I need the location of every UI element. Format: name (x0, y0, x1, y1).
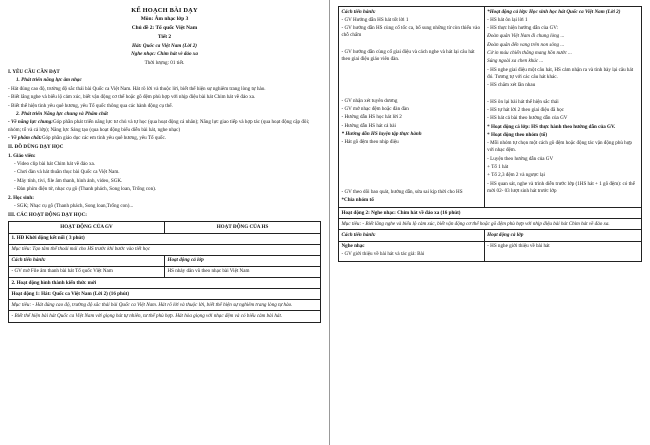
section-1-text-3: - Biết thể hiện tình yêu quê hương, yêu Tổ quốc thông qua các hành động cụ thể. (8, 102, 173, 109)
table-row (9, 244, 321, 255)
pham-chat-body: Góp phần giáo dục các em tình yêu quê hương, yêu Tổ quốc. (41, 134, 167, 141)
r-hs-10: - HS tự hát lời 2 theo giai điệu đã học (487, 107, 564, 114)
table-col-header-hs: HOẠT ĐỘNG CỦA HS (165, 222, 321, 233)
r-hs-0: *Hoạt động cả lớp: Học sinh học hát Quốc ca Việt Nam (Lời 2) (487, 8, 621, 15)
r-muc-tieu-2: Mục tiêu: - Biết lắng nghe và biểu lộ cảm xúc, biết vận động cơ thể hoặc gõ đệm phù hợp với nhịp điệu bài hát Chim hát về đảo xa. (339, 219, 642, 230)
right-hs-cell (484, 7, 641, 208)
table-row (9, 266, 321, 277)
r-hs-17: + Tổ 2,3 đệm 2 và ngược lại (487, 172, 545, 179)
r-hs-7: - HS nghe giai điệu một câu hát, HS cảm nhận ra và tình bày lại câu hát đó. Tương tự với các câu hát khác. (487, 66, 634, 80)
r-hs-8: - HS chăm xét lần nhau (487, 82, 536, 89)
r-gv-7: - Hướng dẫn HS hát cả bài (341, 122, 396, 129)
r-gv-blank-3 (342, 73, 482, 80)
right-column (330, 0, 650, 445)
r-hoat-dong-2: Hoạt động 2: Nghe nhạc: Chim hát về đảo xa (16 phút) (339, 208, 642, 219)
activities-table-wrapper (8, 221, 321, 322)
section-3-heading: III. CÁC HOẠT ĐỘNG DẠY HỌC: (8, 212, 87, 219)
r-gv-2: - GV hướng dẫn HS cùng cố tốc ca, bổ sung những từ còn thiếu vào chỗ chấm (341, 25, 480, 39)
section-1-text-2: - Biết lắng nghe và biểu lộ cảm xúc, biết vận động cơ thể hoặc gõ đệm phù hợp với nhịp điệu bài hát Chim hát về đảo xa. (8, 94, 256, 101)
section-1-text-5 (8, 135, 321, 142)
table-row (9, 300, 321, 311)
r-gv-blank-6 (342, 147, 482, 154)
r-gv-8: * Hướng dẫn HS luyện tập thực hành (341, 130, 422, 137)
topic-line: Chủ đề 2: Tổ quốc Việt Nam (131, 25, 198, 32)
table-row (339, 208, 642, 219)
r-bottom-gv (339, 241, 485, 262)
section-1-sub-1: 1. Phát triển năng lực âm nhạc (16, 77, 82, 84)
r-gv-5: - GV mở nhạc đệm hoặc đàn đàn (341, 105, 409, 112)
subject-line: Môn: Âm nhạc lớp 3 (140, 16, 189, 23)
r-cach-tien-hanh: Cách tiến hành: (341, 8, 376, 15)
r-gv-3: - GV hướng dẫn cùng cố giai điệu và cách nghe và hát lại câu hát theo giai điệu giáo viên đàn. (341, 48, 475, 62)
r-hs-18: - HS quan sát, nghe và trình diễn trước lớp (1HS hát + 1 gõ đệm): có thể mời 02- 03 lượt sinh hát trước lớp (487, 180, 635, 194)
r-gv-9: - Hát gõ đệm theo nhịp điệu (341, 139, 399, 146)
r-nghe-nhac-text: - GV giới thiệu về bài hát và tác giả: Bài (341, 251, 425, 258)
section-1-heading: I. YÊU CẦU CẦN ĐẠT (8, 68, 60, 75)
table-header-row (9, 222, 321, 233)
r-gv-blank-9 (342, 172, 482, 179)
content-line-2: Nghe nhạc: Chim hát vè đảo xa (131, 51, 198, 58)
table-row (9, 311, 321, 322)
r-gv-blank-10 (342, 181, 482, 188)
r-gv-10: - GV theo dõi bao quát, hướng dẫn, sửa sai kịp thời cho HS (341, 189, 463, 195)
row-khoi-dong: 1. HĐ Khởi động kết nối ( 3 phút) (9, 233, 321, 244)
row-cach-tien-hanh: Cách tiến hành: (9, 255, 165, 266)
r-hs-4: Đoàn quân đến vang trên non sông ... (487, 41, 565, 48)
row-hoat-dong-ca-lop: Hoạt động cả lớp (165, 255, 321, 266)
table-row (9, 233, 321, 244)
row-hoat-dong-1: Hoạt động 1: Hát: Quốc ca Việt Nam (Lời 2) (16 phút) (9, 289, 321, 300)
row-hinh-thanh-kien-thuc: 2. Hoạt động hình thành kiến thức mới (9, 278, 321, 289)
activities-table (8, 221, 321, 322)
table-row (9, 278, 321, 289)
r-hs-15: - Luyện theo hướng dẫn của GV (487, 155, 554, 162)
r-gv-blank-5 (342, 89, 482, 96)
lesson-line: Tiết 2 (157, 34, 172, 40)
row-muc-tieu-1: Mục tiêu: Tạo tâm thế thoải mái cho HS trước khi bước vào tiết học (9, 244, 321, 255)
r-bottom-col-2: Hoạt động cả lớp (484, 230, 641, 241)
table-row (339, 7, 642, 208)
table-row (339, 230, 642, 241)
r-hs-16: + Tổ 1 hát (487, 164, 509, 171)
row-gv-action-1: - GV mở File âm thanh bài hát Tổ quốc Việt Nam (9, 266, 165, 277)
section-2-item-2: - Chơi đàn và hát thuần thục bài Quốc ca Việt Nam. (14, 169, 120, 176)
section-2-sub-1: 1. Giáo viên: (8, 152, 36, 159)
row-muc-tieu-3: - Biết thể hiện bài hát Quốc ca Việt Nam với giọng hát tự nhiên, tư thế phù hợp. Hát hòa giọng với nhạc đệm và có biểu cảm bài hát. (9, 311, 321, 322)
r-bottom-col-1: Cách tiến hành: (339, 230, 485, 241)
r-gv-blank-1 (342, 41, 482, 48)
r-gv-11: *Chia nhóm tổ (341, 197, 374, 204)
r-hs-5: Cờ in máu chiến thắng mang hồn nước ... (487, 50, 572, 57)
section-2-item-4: - Đàn phím điện tử, nhạc cụ gõ (Thanh phách, Song loan, Trống con). (14, 186, 157, 193)
r-hs-12: * Hoạt động cá lớp: HS thực hành theo hướng dẫn của GV. (487, 123, 616, 130)
r-gv-1: - GV Hướng dẫn HS hát tốt lời 1 (341, 16, 409, 23)
section-2-item-1: - Video clip bài hát Chim hát về đảo xa. (14, 160, 96, 167)
section-2-item-3: - Máy tính, tivi, file âm thanh, hình ảnh, video, SGK. (14, 177, 123, 184)
section-2-item-5: - SGK; Nhạc cụ gõ (Thanh phách, Song loan,Trống con)... (14, 203, 134, 210)
r-hs-11: - HS hát cả bài theo hướng dẫn của GV (487, 115, 568, 122)
r-bottom-hs (484, 241, 641, 262)
r-nghe-nhac-label: Nghe nhạc (341, 243, 365, 249)
r-hs-blank-1 (487, 90, 638, 97)
r-nghe-nhac-hs: - HS nghe giới thiệu về bài hát (487, 243, 550, 249)
r-gv-blank-2 (342, 64, 482, 71)
table-col-header-gv: HOẠT ĐỘNG CỦA GV (9, 222, 165, 233)
section-2-sub-2: 2. Học sinh: (8, 194, 34, 201)
r-gv-blank-4 (342, 81, 482, 88)
r-hs-1: - HS hát ôn lại lời 1 (487, 16, 528, 23)
nang-luc-chung-label: - Về năng lực chung: (8, 119, 53, 126)
table-row (9, 289, 321, 300)
table-row (9, 255, 321, 266)
table-row (339, 219, 642, 230)
r-hs-9: - HS ôn lại bài hát thể hiện sắc thái (487, 98, 559, 105)
r-gv-blank-7 (342, 156, 482, 163)
table-row (339, 241, 642, 262)
row-muc-tieu-2: Mục tiêu: - Hát đúng cao độ, trường độ sắc thái bài Quốc ca Việt Nam. Hát rõ lời và thuộc lời, biết thể hiện sự nghiêm trang lòng tự hào. (9, 300, 321, 311)
right-gv-cell (339, 7, 485, 208)
r-hs-13: * Hoạt động theo nhóm (tổ) (487, 132, 548, 138)
content-line-1: Hát: Quốc ca Việt Nam (Lời 2) (132, 42, 197, 49)
r-gv-4: - GV nhận xét tuyên dương (341, 97, 398, 104)
duration-line: Thời lượng: 01 tiết. (144, 59, 185, 66)
nang-luc-chung-body: Góp phần phát triển năng lực tư chủ và tự học (qua hoạt động cá nhân); Năng lực giao tiếp và hợp tác (qua hoạt động cặp đôi; nhóm; tổ và cả lớp); Năng lực Sáng tạo (qua hoạt động biểu diễn bài hát, nghe nhạc) (8, 119, 310, 133)
r-gv-6: - Hướng dẫn HS học hát lời 2 (341, 114, 402, 121)
r-gv-blank-8 (342, 164, 482, 171)
section-1-text-1: - Hát đúng cao độ, trường độ sắc thái bài Quốc ca Việt Nam. Hát rõ lời và thuộc lời, biết thể hiện sự nghiêm trang lòng tự hào. (8, 85, 266, 92)
section-1-sub-2: 2. Phát triển Năng lực chung và Phẩm chất (16, 110, 108, 117)
row-hs-action-1: HS nhảy dân vũ theo nhạc bài Việt Nam (165, 266, 321, 277)
r-hs-6: Súng ngoài xa chen khúc ... (487, 58, 544, 65)
right-activities-table (338, 6, 642, 262)
r-hs-14: - Mỗi nhóm tự chọn một cách gõ đệm hoặc động tác vận động phù hợp với nhạc đệm. (487, 140, 632, 154)
section-1-text-4 (8, 119, 321, 133)
r-hs-3: Đoàn quân Việt Nam đi chung lòng ... (487, 33, 565, 40)
document-title: KẾ HOẠCH BÀI DẠY (131, 7, 198, 14)
section-2-heading: II. ĐỒ DÙNG DẠY HỌC (8, 144, 64, 151)
pham-chat-label: - Về phẩm chất: (8, 134, 42, 141)
r-hs-2: - HS thực hiện hướng dẫn của GV: (487, 25, 558, 32)
